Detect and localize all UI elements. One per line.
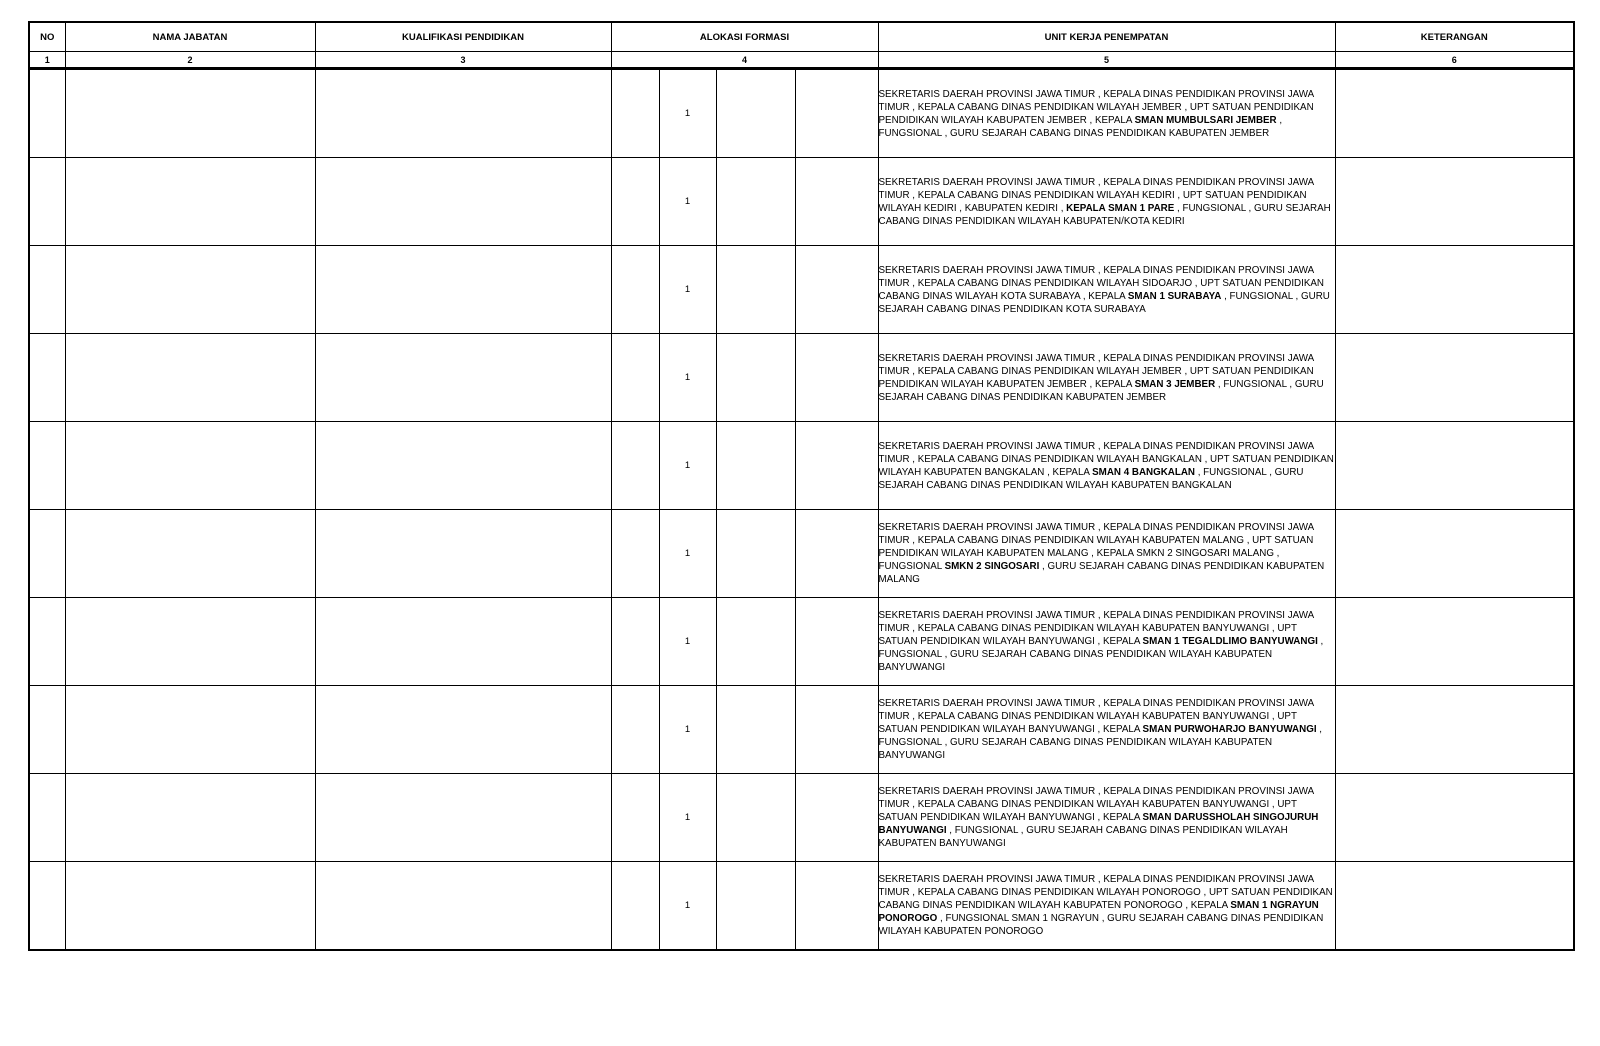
keterangan-cell <box>1335 246 1574 334</box>
no-cell <box>29 774 65 862</box>
no-cell <box>29 158 65 246</box>
header-keterangan: KETERANGAN <box>1335 22 1574 52</box>
alokasi-value: 1 <box>659 422 716 510</box>
keterangan-cell <box>1335 510 1574 598</box>
header-kualifikasi: KUALIFIKASI PENDIDIKAN <box>315 22 611 52</box>
unit-text: SEKRETARIS DAERAH PROVINSI JAWA TIMUR , KEPALA DINAS PENDIDIKAN PROVINSI JAWA TIMUR , KEPALA CABANG DINAS PENDIDIKAN WILAYAH JEMBER , UPT SATUAN PENDIDIKAN PENDIDIKAN WILAYAH KABUPATEN JEMBER , KEPALA <box>878 88 1314 126</box>
table-row <box>29 862 1574 951</box>
header-row <box>29 22 1574 52</box>
table-row <box>29 158 1574 246</box>
alokasi-subcell <box>795 246 878 334</box>
column-number: 6 <box>1335 52 1574 69</box>
alokasi-subcell <box>716 246 795 334</box>
header-alokasi: ALOKASI FORMASI <box>611 22 878 52</box>
alokasi-value: 1 <box>659 510 716 598</box>
unit-text: , FUNGSIONAL , GURU SEJARAH CABANG DINAS PENDIDIKAN KABUPATEN JEMBER <box>878 378 1324 403</box>
alokasi-subcell <box>611 510 659 598</box>
formasi-table <box>28 21 1575 951</box>
column-number: 2 <box>65 52 315 69</box>
alokasi-subcell <box>795 69 878 158</box>
header-no: NO <box>29 22 65 52</box>
nama-jabatan-cell <box>65 246 315 334</box>
unit-text: SEKRETARIS DAERAH PROVINSI JAWA TIMUR , KEPALA DINAS PENDIDIKAN PROVINSI JAWA TIMUR , KEPALA CABANG DINAS PENDIDIKAN WILAYAH BANGKALAN , UPT SATUAN PENDIDIKAN WILAYAH KABUPATEN BANGKALAN , KEPALA <box>878 440 1334 478</box>
keterangan-cell <box>1335 422 1574 510</box>
unit-text: , FUNGSIONAL , GURU SEJARAH CABANG DINAS PENDIDIKAN KABUPATEN JEMBER <box>878 114 1283 139</box>
keterangan-cell <box>1335 686 1574 774</box>
school-name: SMAN MUMBULSARI JEMBER <box>1134 114 1277 126</box>
alokasi-value: 1 <box>659 774 716 862</box>
unit-text: , FUNGSIONAL , GURU SEJARAH CABANG DINAS PENDIDIKAN WILAYAH KABUPATEN BANYUWANGI <box>878 636 1324 673</box>
alokasi-value: 1 <box>659 862 716 951</box>
kualifikasi-cell <box>315 69 611 158</box>
kualifikasi-cell <box>315 774 611 862</box>
alokasi-subcell <box>611 69 659 158</box>
alokasi-value: 1 <box>659 158 716 246</box>
kualifikasi-cell <box>315 510 611 598</box>
unit-text: , FUNGSIONAL , GURU SEJARAH CABANG DINAS PENDIDIKAN WILAYAH KABUPATEN BANYUWANGI <box>878 825 1288 849</box>
unit-text: SEKRETARIS DAERAH PROVINSI JAWA TIMUR , KEPALA DINAS PENDIDIKAN PROVINSI JAWA TIMUR , KEPALA CABANG DINAS PENDIDIKAN WILAYAH KABUPATEN BANYUWANGI , UPT SATUAN PENDIDIKAN WILAYAH BANYUWANGI , KEPALA <box>878 698 1314 735</box>
alokasi-subcell <box>611 158 659 246</box>
alokasi-value: 1 <box>659 246 716 334</box>
school-name: SMAN 1 SURABAYA <box>1127 290 1222 302</box>
unit-text: SEKRETARIS DAERAH PROVINSI JAWA TIMUR , KEPALA DINAS PENDIDIKAN PROVINSI JAWA TIMUR , KEPALA CABANG DINAS PENDIDIKAN WILAYAH KABUPATEN BANYUWANGI , UPT SATUAN PENDIDIKAN WILAYAH BANYUWANGI , KEPALA <box>878 786 1314 823</box>
school-name: SMAN 4 BANGKALAN <box>1092 466 1195 478</box>
kualifikasi-cell <box>315 246 611 334</box>
keterangan-cell <box>1335 158 1574 246</box>
alokasi-subcell <box>611 598 659 686</box>
unit-text: SEKRETARIS DAERAH PROVINSI JAWA TIMUR , KEPALA DINAS PENDIDIKAN PROVINSI JAWA TIMUR , KEPALA CABANG DINAS PENDIDIKAN WILAYAH KEDIRI , UPT SATUAN PENDIDIKAN WILAYAH KEDIRI , KABUPATEN KEDIRI , <box>878 176 1314 214</box>
unit-text: SEKRETARIS DAERAH PROVINSI JAWA TIMUR , KEPALA DINAS PENDIDIKAN PROVINSI JAWA TIMUR , KEPALA CABANG DINAS PENDIDIKAN WILAYAH PONOROGO , UPT SATUAN PENDIDIKAN CABANG DINAS PENDIDIKAN WILAYAH KABUPATEN PONOROGO , KEPALA <box>878 874 1333 911</box>
nama-jabatan-cell <box>65 686 315 774</box>
no-cell <box>29 422 65 510</box>
kualifikasi-cell <box>315 422 611 510</box>
school-name: SMAN 1 NGRAYUN PONOROGO <box>878 900 1319 924</box>
nama-jabatan-cell <box>65 422 315 510</box>
unit-kerja-cell <box>878 598 1335 686</box>
alokasi-value: 1 <box>659 598 716 686</box>
header-nama-jabatan: NAMA JABATAN <box>65 22 315 52</box>
alokasi-subcell <box>716 510 795 598</box>
alokasi-subcell <box>716 774 795 862</box>
nama-jabatan-cell <box>65 510 315 598</box>
column-number: 4 <box>611 52 878 69</box>
alokasi-subcell <box>795 422 878 510</box>
unit-kerja-cell <box>878 422 1335 510</box>
unit-kerja-cell <box>878 774 1335 862</box>
alokasi-subcell <box>611 422 659 510</box>
kualifikasi-cell <box>315 334 611 422</box>
alokasi-subcell <box>611 686 659 774</box>
alokasi-subcell <box>716 422 795 510</box>
unit-kerja-cell <box>878 334 1335 422</box>
alokasi-subcell <box>795 334 878 422</box>
alokasi-subcell <box>795 510 878 598</box>
alokasi-subcell <box>716 334 795 422</box>
school-name: SMAN DARUSSHOLAH SINGOJURUH BANYUWANGI <box>878 812 1319 836</box>
table-row <box>29 334 1574 422</box>
no-cell <box>29 510 65 598</box>
no-cell <box>29 246 65 334</box>
nama-jabatan-cell <box>65 598 315 686</box>
unit-text: , FUNGSIONAL , GURU SEJARAH CABANG DINAS PENDIDIKAN WILAYAH KABUPATEN BANGKALAN <box>878 466 1304 491</box>
column-number: 1 <box>29 52 65 69</box>
unit-text: , GURU SEJARAH CABANG DINAS PENDIDIKAN KABUPATEN MALANG <box>878 561 1325 585</box>
table-row <box>29 774 1574 862</box>
alokasi-subcell <box>795 686 878 774</box>
alokasi-value: 1 <box>659 69 716 158</box>
unit-kerja-cell <box>878 686 1335 774</box>
no-cell <box>29 686 65 774</box>
no-cell <box>29 862 65 951</box>
alokasi-subcell <box>611 862 659 951</box>
table-row <box>29 686 1574 774</box>
keterangan-cell <box>1335 69 1574 158</box>
table-row <box>29 246 1574 334</box>
alokasi-subcell <box>611 246 659 334</box>
alokasi-subcell <box>611 774 659 862</box>
kualifikasi-cell <box>315 158 611 246</box>
table-row <box>29 422 1574 510</box>
school-name: SMAN PURWOHARJO BANYUWANGI <box>1142 724 1317 735</box>
header-unit-kerja: UNIT KERJA PENEMPATAN <box>878 22 1335 52</box>
alokasi-subcell <box>716 158 795 246</box>
table-row <box>29 69 1574 158</box>
unit-kerja-cell <box>878 246 1335 334</box>
kualifikasi-cell <box>315 862 611 951</box>
column-number: 3 <box>315 52 611 69</box>
unit-text: SEKRETARIS DAERAH PROVINSI JAWA TIMUR , KEPALA DINAS PENDIDIKAN PROVINSI JAWA TIMUR , KEPALA CABANG DINAS PENDIDIKAN WILAYAH JEMBER , UPT SATUAN PENDIDIKAN PENDIDIKAN WILAYAH KABUPATEN JEMBER , KEPALA <box>878 352 1314 390</box>
alokasi-subcell <box>611 334 659 422</box>
alokasi-subcell <box>716 598 795 686</box>
nama-jabatan-cell <box>65 334 315 422</box>
unit-kerja-cell <box>878 158 1335 246</box>
kualifikasi-cell <box>315 686 611 774</box>
alokasi-subcell <box>716 862 795 951</box>
table-row <box>29 510 1574 598</box>
kualifikasi-cell <box>315 598 611 686</box>
unit-kerja-cell <box>878 510 1335 598</box>
table-row <box>29 598 1574 686</box>
keterangan-cell <box>1335 862 1574 951</box>
unit-kerja-cell <box>878 69 1335 158</box>
nama-jabatan-cell <box>65 158 315 246</box>
column-number: 5 <box>878 52 1335 69</box>
alokasi-subcell <box>716 69 795 158</box>
no-cell <box>29 334 65 422</box>
nama-jabatan-cell <box>65 69 315 158</box>
alokasi-subcell <box>795 774 878 862</box>
alokasi-value: 1 <box>659 334 716 422</box>
alokasi-value: 1 <box>659 686 716 774</box>
unit-text: SEKRETARIS DAERAH PROVINSI JAWA TIMUR , KEPALA DINAS PENDIDIKAN PROVINSI JAWA TIMUR , KEPALA CABANG DINAS PENDIDIKAN WILAYAH KABUPATEN MALANG , UPT SATUAN PENDIDIKAN WILAYAH KABUPATEN MALANG , KEPALA SMKN 2 SINGOSARI MALANG , FUNGSIONAL <box>878 522 1314 572</box>
keterangan-cell <box>1335 598 1574 686</box>
nama-jabatan-cell <box>65 774 315 862</box>
unit-text: , FUNGSIONAL , GURU SEJARAH CABANG DINAS PENDIDIKAN WILAYAH KABUPATEN BANYUWANGI <box>878 724 1322 761</box>
unit-kerja-cell <box>878 862 1335 951</box>
alokasi-subcell <box>795 158 878 246</box>
alokasi-subcell <box>716 686 795 774</box>
school-name: SMKN 2 SINGOSARI <box>944 561 1040 572</box>
column-number-row <box>29 52 1574 69</box>
keterangan-cell <box>1335 334 1574 422</box>
unit-text: SEKRETARIS DAERAH PROVINSI JAWA TIMUR , KEPALA DINAS PENDIDIKAN PROVINSI JAWA TIMUR , KEPALA CABANG DINAS PENDIDIKAN WILAYAH SIDOARJO , UPT SATUAN PENDIDIKAN CABANG DINAS WILAYAH KOTA SURABAYA , KEPALA <box>878 264 1324 302</box>
school-name: SMAN 1 TEGALDLIMO BANYUWANGI <box>1142 636 1318 647</box>
unit-text: , FUNGSIONAL , GURU SEJARAH CABANG DINAS PENDIDIKAN KOTA SURABAYA <box>878 290 1330 315</box>
no-cell <box>29 69 65 158</box>
no-cell <box>29 598 65 686</box>
nama-jabatan-cell <box>65 862 315 951</box>
alokasi-subcell <box>795 862 878 951</box>
school-name: KEPALA SMAN 1 PARE <box>1066 202 1175 214</box>
unit-text: , FUNGSIONAL SMAN 1 NGRAYUN , GURU SEJARAH CABANG DINAS PENDIDIKAN WILAYAH KABUPATEN PONOROGO <box>878 913 1324 937</box>
unit-text: , FUNGSIONAL , GURU SEJARAH CABANG DINAS PENDIDIKAN WILAYAH KABUPATEN/KOTA KEDIRI <box>878 202 1331 227</box>
keterangan-cell <box>1335 774 1574 862</box>
unit-text: SEKRETARIS DAERAH PROVINSI JAWA TIMUR , KEPALA DINAS PENDIDIKAN PROVINSI JAWA TIMUR , KEPALA CABANG DINAS PENDIDIKAN WILAYAH KABUPATEN BANYUWANGI , UPT SATUAN PENDIDIKAN WILAYAH BANYUWANGI , KEPALA <box>878 610 1314 647</box>
school-name: SMAN 3 JEMBER <box>1134 378 1216 390</box>
alokasi-subcell <box>795 598 878 686</box>
